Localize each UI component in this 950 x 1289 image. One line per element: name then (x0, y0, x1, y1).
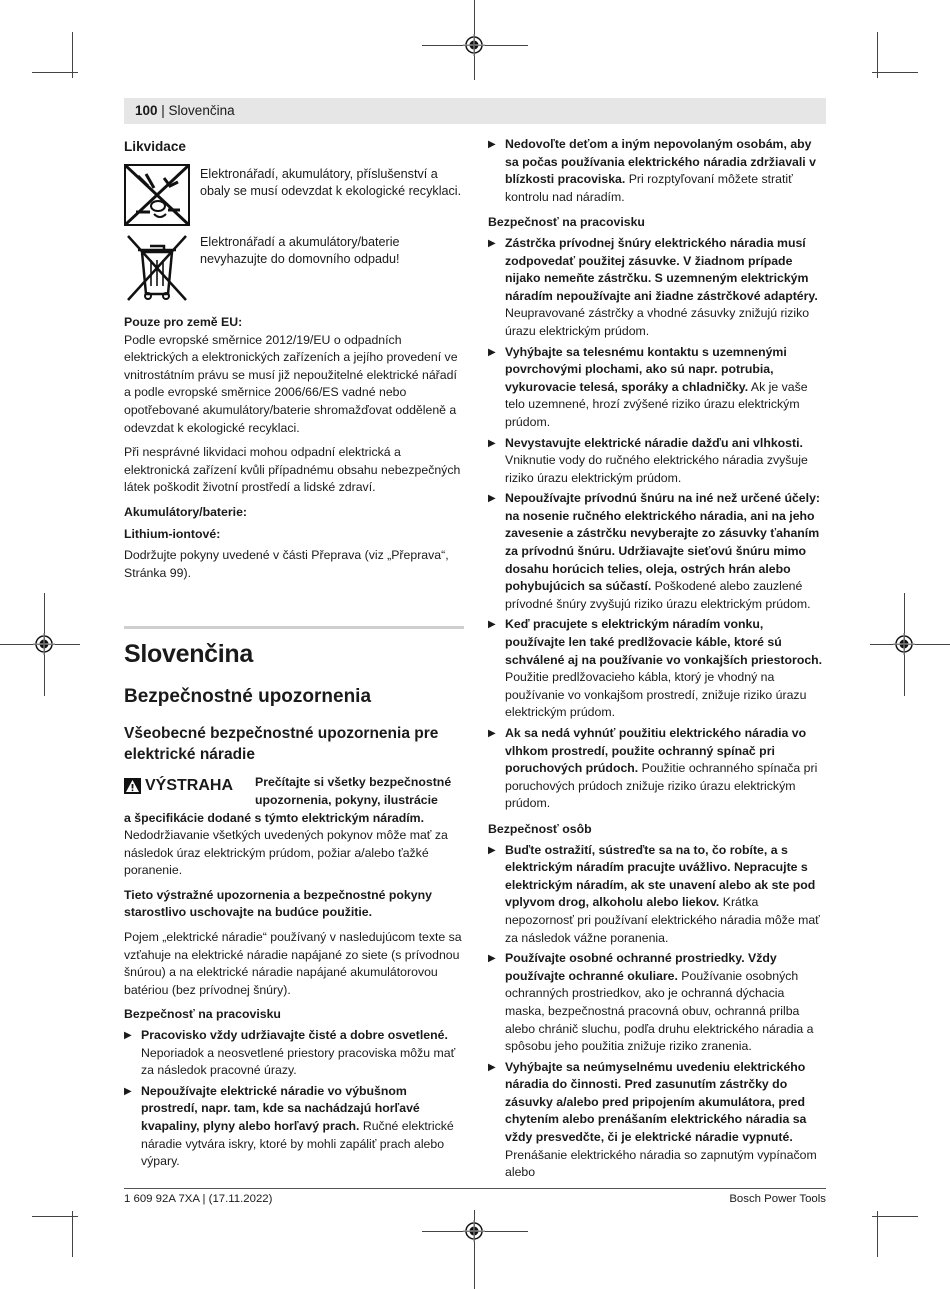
list-item (488, 616, 826, 722)
section-divider (124, 626, 464, 629)
list-item (124, 1027, 464, 1080)
footer-doc-number: 1 609 92A 7XA | (17.11.2022) (124, 1193, 273, 1205)
bullet-text: Pri rozptyľovaní môžete stratiť kontrolu nad náradím. (505, 172, 793, 204)
list-item (488, 235, 826, 341)
crop-mark (872, 1216, 918, 1217)
bullet-text: Použitie ochranného spínača pri poruchových prúdoch znižuje riziko úrazu elektrickým prúdom. (505, 761, 818, 811)
bullet-bold: Používajte osobné ochranné prostriedky. Vždy používajte ochranné okuliare. (505, 951, 777, 983)
keep-instructions: Tieto výstražné upozornenia a bezpečnostné pokyny starostlivo uschovajte na budúce použitie. (124, 887, 432, 920)
bullet-bold: Keď pracujete s elektrickým náradím vonku, používajte len také predlžovacie káble, ktoré sú schválené aj na používanie vo vonkajších priestoroch. (505, 617, 823, 667)
eu-text: Podle evropské směrnice 2012/19/EU o odpadních elektrických a elektronických zařízeních a jejího provedení ve vnitrostátním právu se musí již nepoužitelné elektrické nářadí a podle evropské směrnice 2006/66/ES vadné nebo opotřebované akumulátory/baterie shromažďovat odděleně a odevzdat k ekologické recyklaci. (124, 332, 458, 435)
electrical-safety-heading: Bezpečnosť na pracovisku (488, 215, 645, 230)
registration-mark-icon (33, 633, 55, 655)
bullet-text: Neporiadok a neosvetlené priestory pracoviska môžu mať za následok pracovné úrazy. (141, 1045, 456, 1078)
recycling-tools-icon (124, 164, 190, 226)
bullet-text: Ručné elektrické náradie vytvára iskry, ktoré by mohli zapáliť prach alebo výpary. (141, 1119, 454, 1169)
bullet-text: Poškodené alebo zauzlené prívodné šnúry zvyšujú riziko úrazu elektrickým prúdom. (505, 579, 811, 611)
warning-block (124, 774, 464, 809)
list-item (488, 344, 826, 432)
bullet-bold: Nedovoľte deťom a iným nepovolaným osobám, aby sa počas používania elektrického náradia zdržiavali v blízkosti pracoviska. (505, 137, 816, 187)
crop-mark (32, 72, 78, 73)
lithium-heading: Lithium-iontové: (124, 526, 221, 541)
warning-bold-2: a špecifikácie dodané s týmto elektrickým náradím. (124, 810, 425, 825)
bullet-bold: Buďte ostražití, sústreďte sa na to, čo robíte, a s elektrickým náradím pracujte uvážlivo. Nepracujte s elektrickým náradím, ak ste unavení alebo ak ste pod vplyvom drog, alkoholu alebo liekov. (505, 842, 816, 910)
list-item (488, 950, 826, 1056)
disposal-heading: Likvidace (124, 139, 186, 154)
list-item (488, 435, 826, 488)
list-item (124, 1083, 464, 1171)
workplace-heading: Bezpečnosť na pracovisku (124, 1007, 281, 1022)
list-item (488, 490, 826, 613)
bullet-bold: Nevystavujte elektrické náradie dažďu ani vlhkosti. (505, 435, 803, 450)
bullet-text: Krátka nepozornosť pri používaní elektrického náradia môže mať za následok vážne poranenia. (505, 895, 820, 945)
bullet-text: Používanie osobných ochranných prostriedkov, ako je ochranná dýchacia maska, bezpečnostná pracovná obuv, ochranná prilba alebo chránič sluchu, podľa druhu elektrického náradia a spôsobu jeho použitia znižuje riziko zranenia. (505, 968, 814, 1054)
term-definition: Pojem „elektrické náradie“ používaný v nasledujúcom texte sa vzťahuje na elektrické náradie napájané zo siete (s prívodnou šnúrou) a na elektrické náradie napájané akumulátorovou batériou (bez prívodnej šnúry). (124, 930, 462, 997)
right-column (488, 136, 826, 1182)
bullet-bold: Vyhýbajte sa neúmyselnému uvedeniu elektrického náradia do činnosti. Pred zasunutím zástrčky do zásuvky a/alebo pred pripojením akumulátora, pred chytením alebo prenášaním elektrického náradia sa vždy presvedčte, či je elektrické náradie vypnuté. (505, 1059, 807, 1145)
list-item (488, 842, 826, 948)
list-item (488, 136, 826, 206)
crop-mark (872, 72, 918, 73)
bullet-text: Neupravované zástrčky a vhodné zásuvky znižujú riziko úrazu elektrickým prúdom. (505, 306, 810, 338)
warning-bold-1: Prečítajte si všetky bezpečnostné upozornenia, pokyny, ilustrácie (255, 775, 452, 807)
eu-heading: Pouze pro země EU: (124, 315, 243, 329)
lithium-text: Dodržujte pokyny uvedené v části Přeprava (viz „Přeprava“, Stránka 99). (124, 548, 449, 580)
bullet-text: Vniknutie vody do ručného elektrického náradia zvyšuje riziko úrazu elektrickým prúdom. (505, 453, 808, 485)
crop-mark (877, 1211, 878, 1257)
warning-label: VÝSTRAHA (145, 777, 234, 795)
page-number: 100 (135, 103, 158, 118)
crop-mark (32, 1216, 78, 1217)
safety-title: Bezpečnostné upozornenia (124, 686, 372, 708)
disposal-text-household: Elektronářadí a akumulátory/baterie nevyhazujte do domovního odpadu! (200, 235, 400, 267)
batteries-heading: Akumulátory/baterie: (124, 504, 247, 519)
left-column (124, 138, 464, 1171)
list-item (488, 725, 826, 813)
bullet-text: Prenášanie elektrického náradia so zapnutým vypínačom alebo (505, 1147, 817, 1180)
crop-mark (72, 1211, 73, 1257)
warning-triangle-icon (124, 778, 141, 794)
bullet-bold: Nepoužívajte elektrické náradie vo výbušnom prostredí, napr. tam, kde sa nachádzajú horľavé kvapaliny, plyny alebo horľavý prach. (141, 1083, 420, 1133)
bullet-bold: Vyhýbajte sa telesnému kontaktu s uzemnenými povrchovými plochami, ako sú napr. potrubia, vykurovacie telesá, sporáky a chladničky. (505, 344, 787, 394)
bullet-text: Použitie predlžovacieho kábla, ktorý je vhodný na používanie vo vonkajšom prostredí, znižuje riziko úrazu elektrickým prúdom. (505, 670, 807, 720)
bullet-text: Ak je vaše telo uzemnené, hrozí zvýšené riziko úrazu elektrickým prúdom. (505, 379, 808, 429)
list-item (488, 1059, 826, 1182)
page-header (124, 98, 826, 124)
disposal-text-recycle: Elektronářadí, akumulátory, příslušenství a obaly se musí odevzdat k ekologické recyklaci. (200, 167, 462, 199)
footer-brand: Bosch Power Tools (729, 1193, 826, 1205)
registration-mark-icon (893, 633, 915, 655)
registration-mark-icon (463, 1220, 485, 1242)
header-separator: | (157, 103, 169, 118)
header-language: Slovenčina (168, 103, 235, 118)
recycling-row (124, 164, 464, 226)
registration-mark-icon (463, 34, 485, 56)
general-warnings-title: Všeobecné bezpečnostné upozornenia pre elektrické náradie (124, 725, 439, 764)
bullet-bold: Zástrčka prívodnej šnúry elektrického náradia musí zodpovedať použitej zásuvke. V žiadnom prípade nijako nemeňte zástrčku. S uzemneným elektrickým náradím nepoužívajte ani žiadne zástrčkové adaptéry. (505, 235, 818, 303)
crossed-bin-icon (124, 232, 190, 304)
section-title: Slovenčina (124, 640, 253, 669)
bullet-bold: Pracovisko vždy udržiavajte čisté a dobre osvetlené. (141, 1028, 448, 1043)
personal-safety-heading: Bezpečnosť osôb (488, 821, 592, 836)
warning-badge (124, 774, 255, 796)
bullet-bold: Nepoužívajte prívodnú šnúru na iné než určené účely: na nosenie ručného elektrického náradia, ani na jeho zavesenie a zástrčku nevyberajte zo zásuvky ťahaním za prívodnú šnúru. Udržiavajte sieťovú šnúru mimo dosahu horúcich telies, oleja, ostrých hrán alebo pohybujúcich sa súčastí. (505, 491, 820, 594)
footer-divider (124, 1188, 826, 1189)
improper-disposal-text: Při nesprávné likvidaci mohou odpadní elektrická a elektronická zařízení kvůli případnému obsahu nebezpečných látek poškodit životní prostředí a lidské zdraví. (124, 445, 461, 495)
bin-row (124, 232, 464, 304)
warning-consequence: Nedodržiavanie všetkých uvedených pokynov môže mať za následok úraz elektrickým prúdom, požiar a/alebo ťažké poranenie. (124, 828, 448, 878)
bullet-bold: Ak sa nedá vyhnúť použitiu elektrického náradia vo vlhkom prostredí, použite ochranný spínač pri poruchových prúdoch. (505, 726, 807, 776)
